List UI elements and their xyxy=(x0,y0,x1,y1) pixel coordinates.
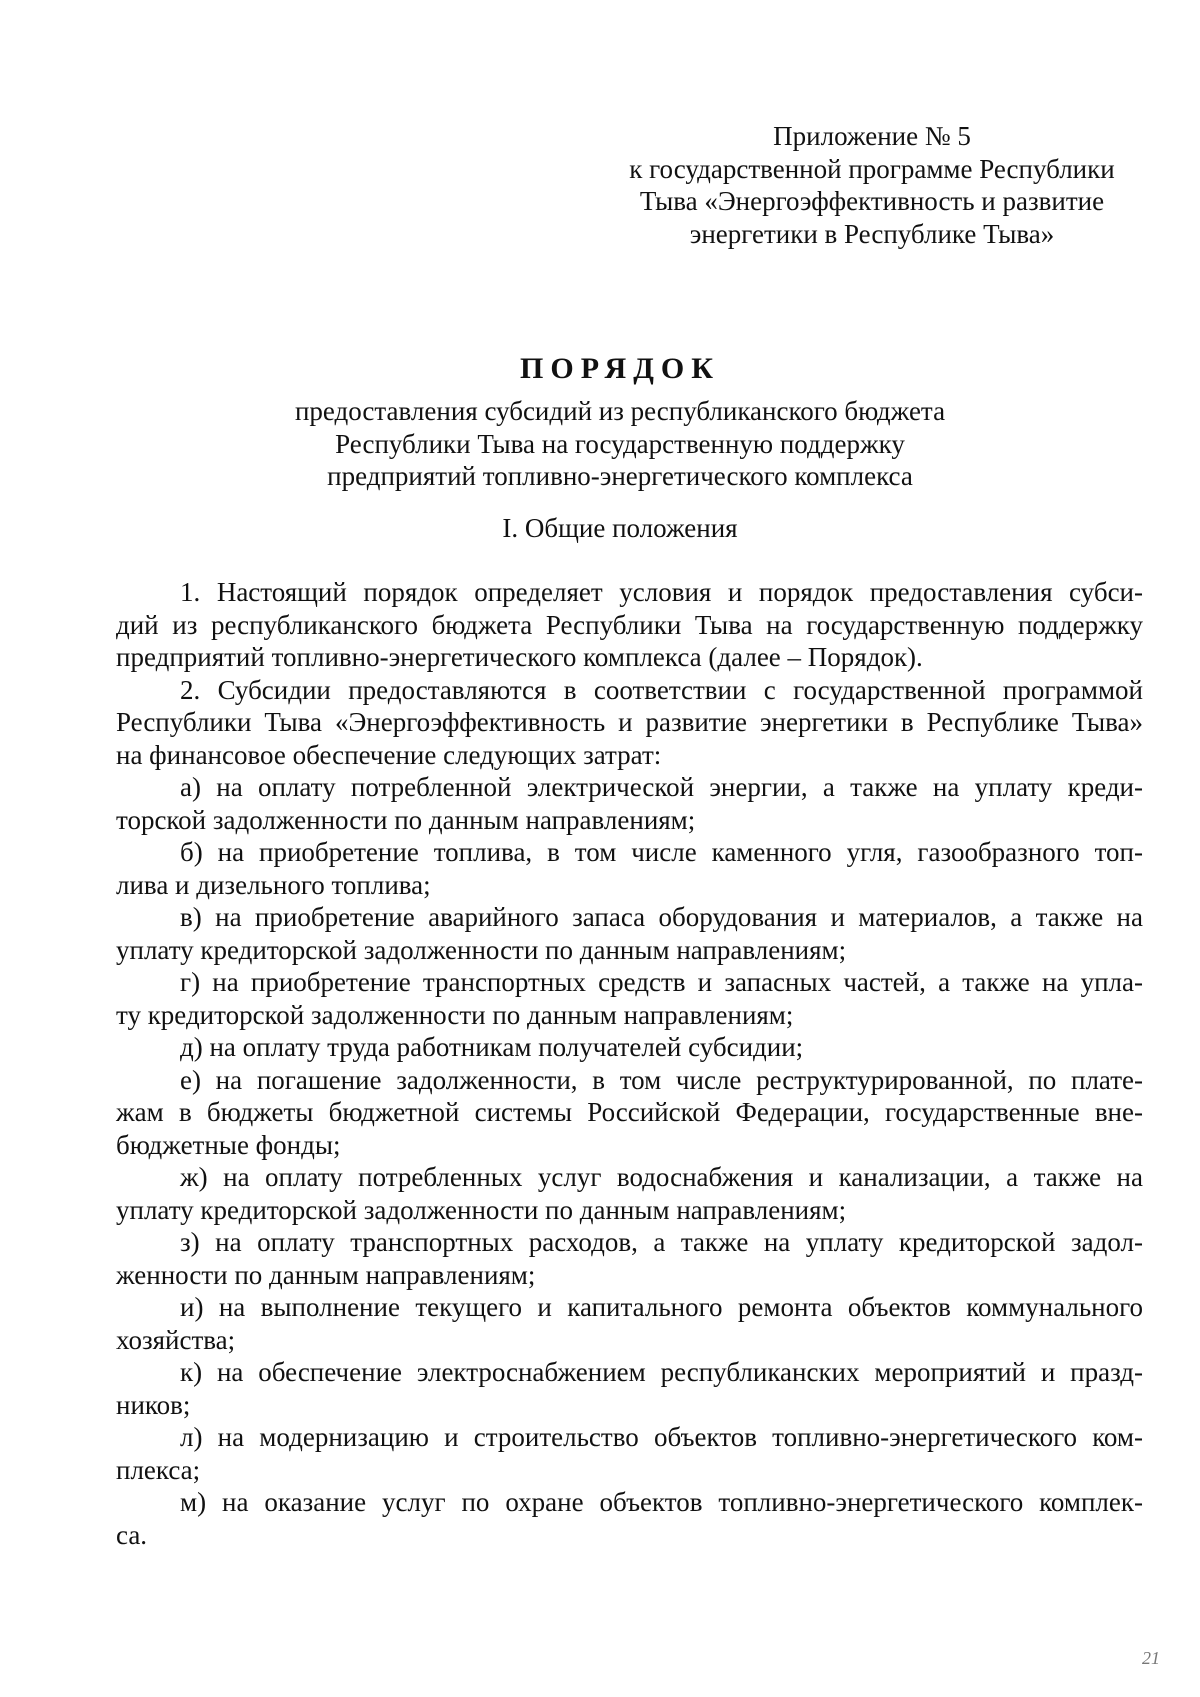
paragraph-line: бюджетные фонды; xyxy=(116,1129,341,1160)
document-subtitle-line: предприятий топливно-энергетического комплекса xyxy=(327,461,913,491)
paragraph-line: дий из республиканского бюджета Республики Тыва на государственную поддержку xyxy=(116,609,1143,640)
paragraph-line: уплату кредиторской задолженности по данным направлениям; xyxy=(116,1194,847,1225)
paragraph-line: ж) на оплату потребленных услуг водоснабжения и канализации, а также на xyxy=(180,1162,1143,1192)
paragraph-line: 2. Субсидии предоставляются в соответствии с государственной программой xyxy=(180,674,1143,705)
paragraph-line: а) на оплату потребленной электрической энергии, а также на уплату креди- xyxy=(180,772,1143,802)
appendix-number: Приложение № 5 xyxy=(773,121,971,151)
paragraph-line: предприятий топливно-энергетического комплекса (далее – Порядок). xyxy=(116,642,923,672)
paragraph-line: з) на оплату транспортных расходов, а также на уплату кредиторской задол- xyxy=(180,1227,1143,1257)
paragraph-line: на финансовое обеспечение следующих затрат: xyxy=(116,739,662,770)
body-paragraph xyxy=(116,1161,1143,1226)
paragraph-line: жам в бюджеты бюджетной системы Российской Федерации, государственные вне- xyxy=(116,1097,1143,1127)
body-paragraph xyxy=(116,1421,1143,1486)
paragraph-line: женности по данным направлениям; xyxy=(116,1259,536,1290)
section-heading: I. Общие положения xyxy=(502,513,738,543)
paragraph-line: и) на выполнение текущего и капитального ремонта объектов коммунального xyxy=(180,1292,1143,1322)
body-paragraph xyxy=(116,1031,1143,1064)
paragraph-line: г) на приобретение транспортных средств и запасных частей, а также на упла- xyxy=(180,967,1143,997)
document-subtitle-line: Республики Тыва на государственную поддержку xyxy=(335,428,905,459)
document-title: ПОРЯДОК xyxy=(520,352,720,385)
body-paragraph xyxy=(116,1291,1143,1356)
appendix-header xyxy=(612,120,1132,250)
page-corner-mark: 21 xyxy=(1142,1648,1160,1668)
document-title-block xyxy=(230,352,1010,493)
paragraph-line: хозяйства; xyxy=(116,1324,236,1355)
appendix-reference-line: к государственной программе Республики xyxy=(629,153,1115,184)
paragraph-line: Республики Тыва «Энергоэффективность и развитие энергетики в Республике Тыва» xyxy=(116,707,1143,737)
appendix-reference-line: Тыва «Энергоэффективность и развитие xyxy=(639,186,1105,216)
body-paragraph xyxy=(116,1226,1143,1291)
paragraph-line: торской задолженности по данным направлениям; xyxy=(116,804,696,835)
paragraph-line: уплату кредиторской задолженности по данным направлениям; xyxy=(116,934,847,965)
paragraph-line: б) на приобретение топлива, в том числе каменного угля, газообразного топ- xyxy=(180,837,1143,867)
paragraph-line: е) на погашение задолженности, в том числе реструктурированной, по плате- xyxy=(180,1064,1143,1095)
body-paragraph xyxy=(116,1486,1143,1551)
body-paragraph xyxy=(116,966,1143,1031)
body-paragraph xyxy=(116,836,1143,901)
body-paragraph xyxy=(116,576,1143,674)
body-paragraph xyxy=(116,674,1143,772)
paragraph-line: л) на модернизацию и строительство объектов топливно-энергетического ком- xyxy=(180,1422,1143,1452)
paragraph-line: м) на оказание услуг по охране объектов топливно-энергетического комплек- xyxy=(180,1487,1143,1517)
document-subtitle-line: предоставления субсидий из республиканского бюджета xyxy=(294,396,946,426)
paragraph-line: са. xyxy=(116,1519,148,1550)
body-paragraph xyxy=(116,1064,1143,1162)
paragraph-line: плекса; xyxy=(116,1454,201,1485)
paragraph-line: ту кредиторской задолженности по данным направлениям; xyxy=(116,999,794,1030)
body-paragraph xyxy=(116,901,1143,966)
body-paragraph xyxy=(116,771,1143,836)
body-paragraph xyxy=(116,1356,1143,1421)
paragraph-line: 1. Настоящий порядок определяет условия и порядок предоставления субси- xyxy=(180,577,1143,607)
paragraph-line: лива и дизельного топлива; xyxy=(116,869,431,900)
paragraph-line: д) на оплату труда работникам получателей субсидии; xyxy=(180,1032,804,1062)
paragraph-line: ников; xyxy=(116,1389,191,1420)
document-body xyxy=(116,576,1143,1551)
paragraph-line: к) на обеспечение электроснабжением республиканских мероприятий и празд- xyxy=(180,1357,1143,1387)
paragraph-line: в) на приобретение аварийного запаса оборудования и материалов, а также на xyxy=(180,902,1143,932)
appendix-reference-line: энергетики в Республике Тыва» xyxy=(689,218,1055,249)
